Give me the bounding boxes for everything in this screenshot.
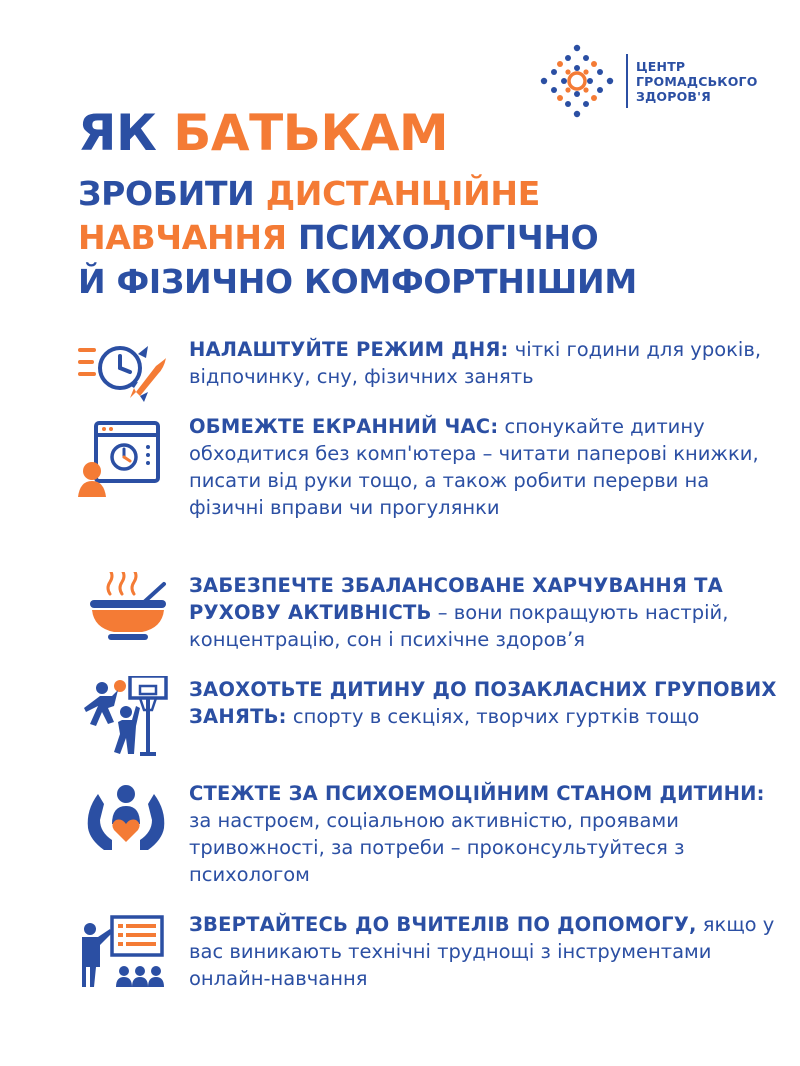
tip-body: спонукайте дитину обходитися без комп'ютера – читати паперові книжки, писати від руки тощо, а також робити перерви на фізичні вправи чи прогулянки [189,415,759,519]
tip-text [189,413,779,521]
page-subtitle [78,172,637,304]
logo-line-3: ЗДОРОВ'Я [636,88,712,104]
tip-heading: ОБМЕЖТЕ ЕКРАННИЙ ЧАС: [189,415,499,438]
tip-text [189,780,779,888]
logo-line-2: ГРОМАДСЬКОГО [636,73,758,89]
tip-heading: НАЛАШТУЙТЕ РЕЖИМ ДНЯ: [189,338,509,361]
tip-text [189,572,779,653]
subtitle-line3-blue: Й ФІЗИЧНО КОМФОРТНІШИМ [78,262,637,301]
tip-text [189,676,779,730]
logo-divider [626,54,628,108]
tip-heading: ЗАБЕЗПЕЧТЕ ЗБАЛАНСОВАНЕ ХАРЧУВАННЯ ТА РУХОВУ АКТИВНІСТЬ [189,574,723,624]
title-word-1: ЯК [78,104,157,162]
public-health-center-logo-icon [540,42,614,120]
tip-heading: ЗВЕРТАЙТЕСЬ ДО ВЧИТЕЛІВ ПО ДОПОМОГУ, [189,913,697,936]
soup-bowl-icon [78,572,174,652]
subtitle-line2-blue: ПСИХОЛОГІЧНО [297,218,599,257]
teacher-board-icon [78,915,174,995]
basketball-kids-icon [78,676,174,756]
subtitle-line1-orange: ДИСТАНЦІЙНЕ [265,174,540,213]
logo-text [636,59,758,104]
tip-heading: ЗАОХОТЬТЕ ДИТИНУ ДО ПОЗАКЛАСНИХ ГРУПОВИХ ЗАНЯТЬ: [189,678,777,728]
tip-body: чіткі години для уроків, відпочинку, сну, фізичних занять [189,338,762,388]
caring-hands-icon [78,780,174,860]
subtitle-line2-orange: НАВЧАННЯ [78,218,287,257]
tip-text [189,336,779,390]
page-title [78,104,448,162]
tip-body: спорту в секціях, творчих гуртків тощо [286,705,700,728]
tip-body: – вони покращують настрій, концентрацію, сон і психічне здоров’я [189,601,729,651]
logo-line-1: ЦЕНТР [636,58,686,74]
brand-logo [540,42,758,120]
screen-time-icon [78,419,174,499]
tip-body: якщо у вас виникають технічні труднощі з інструментами онлайн-навчання [189,913,775,990]
tip-body: за настроєм, соціальною активністю, проявами тривожності, за потреби – проконсультуйтеся з психологом [189,809,685,886]
tip-heading: СТЕЖТЕ ЗА ПСИХОЕМОЦІЙНИМ СТАНОМ ДИТИНИ: [189,782,765,805]
clock-rocket-icon [78,336,174,416]
subtitle-line1-blue: ЗРОБИТИ [78,174,255,213]
title-word-2: БАТЬКАМ [173,104,449,162]
tip-text [189,911,779,992]
